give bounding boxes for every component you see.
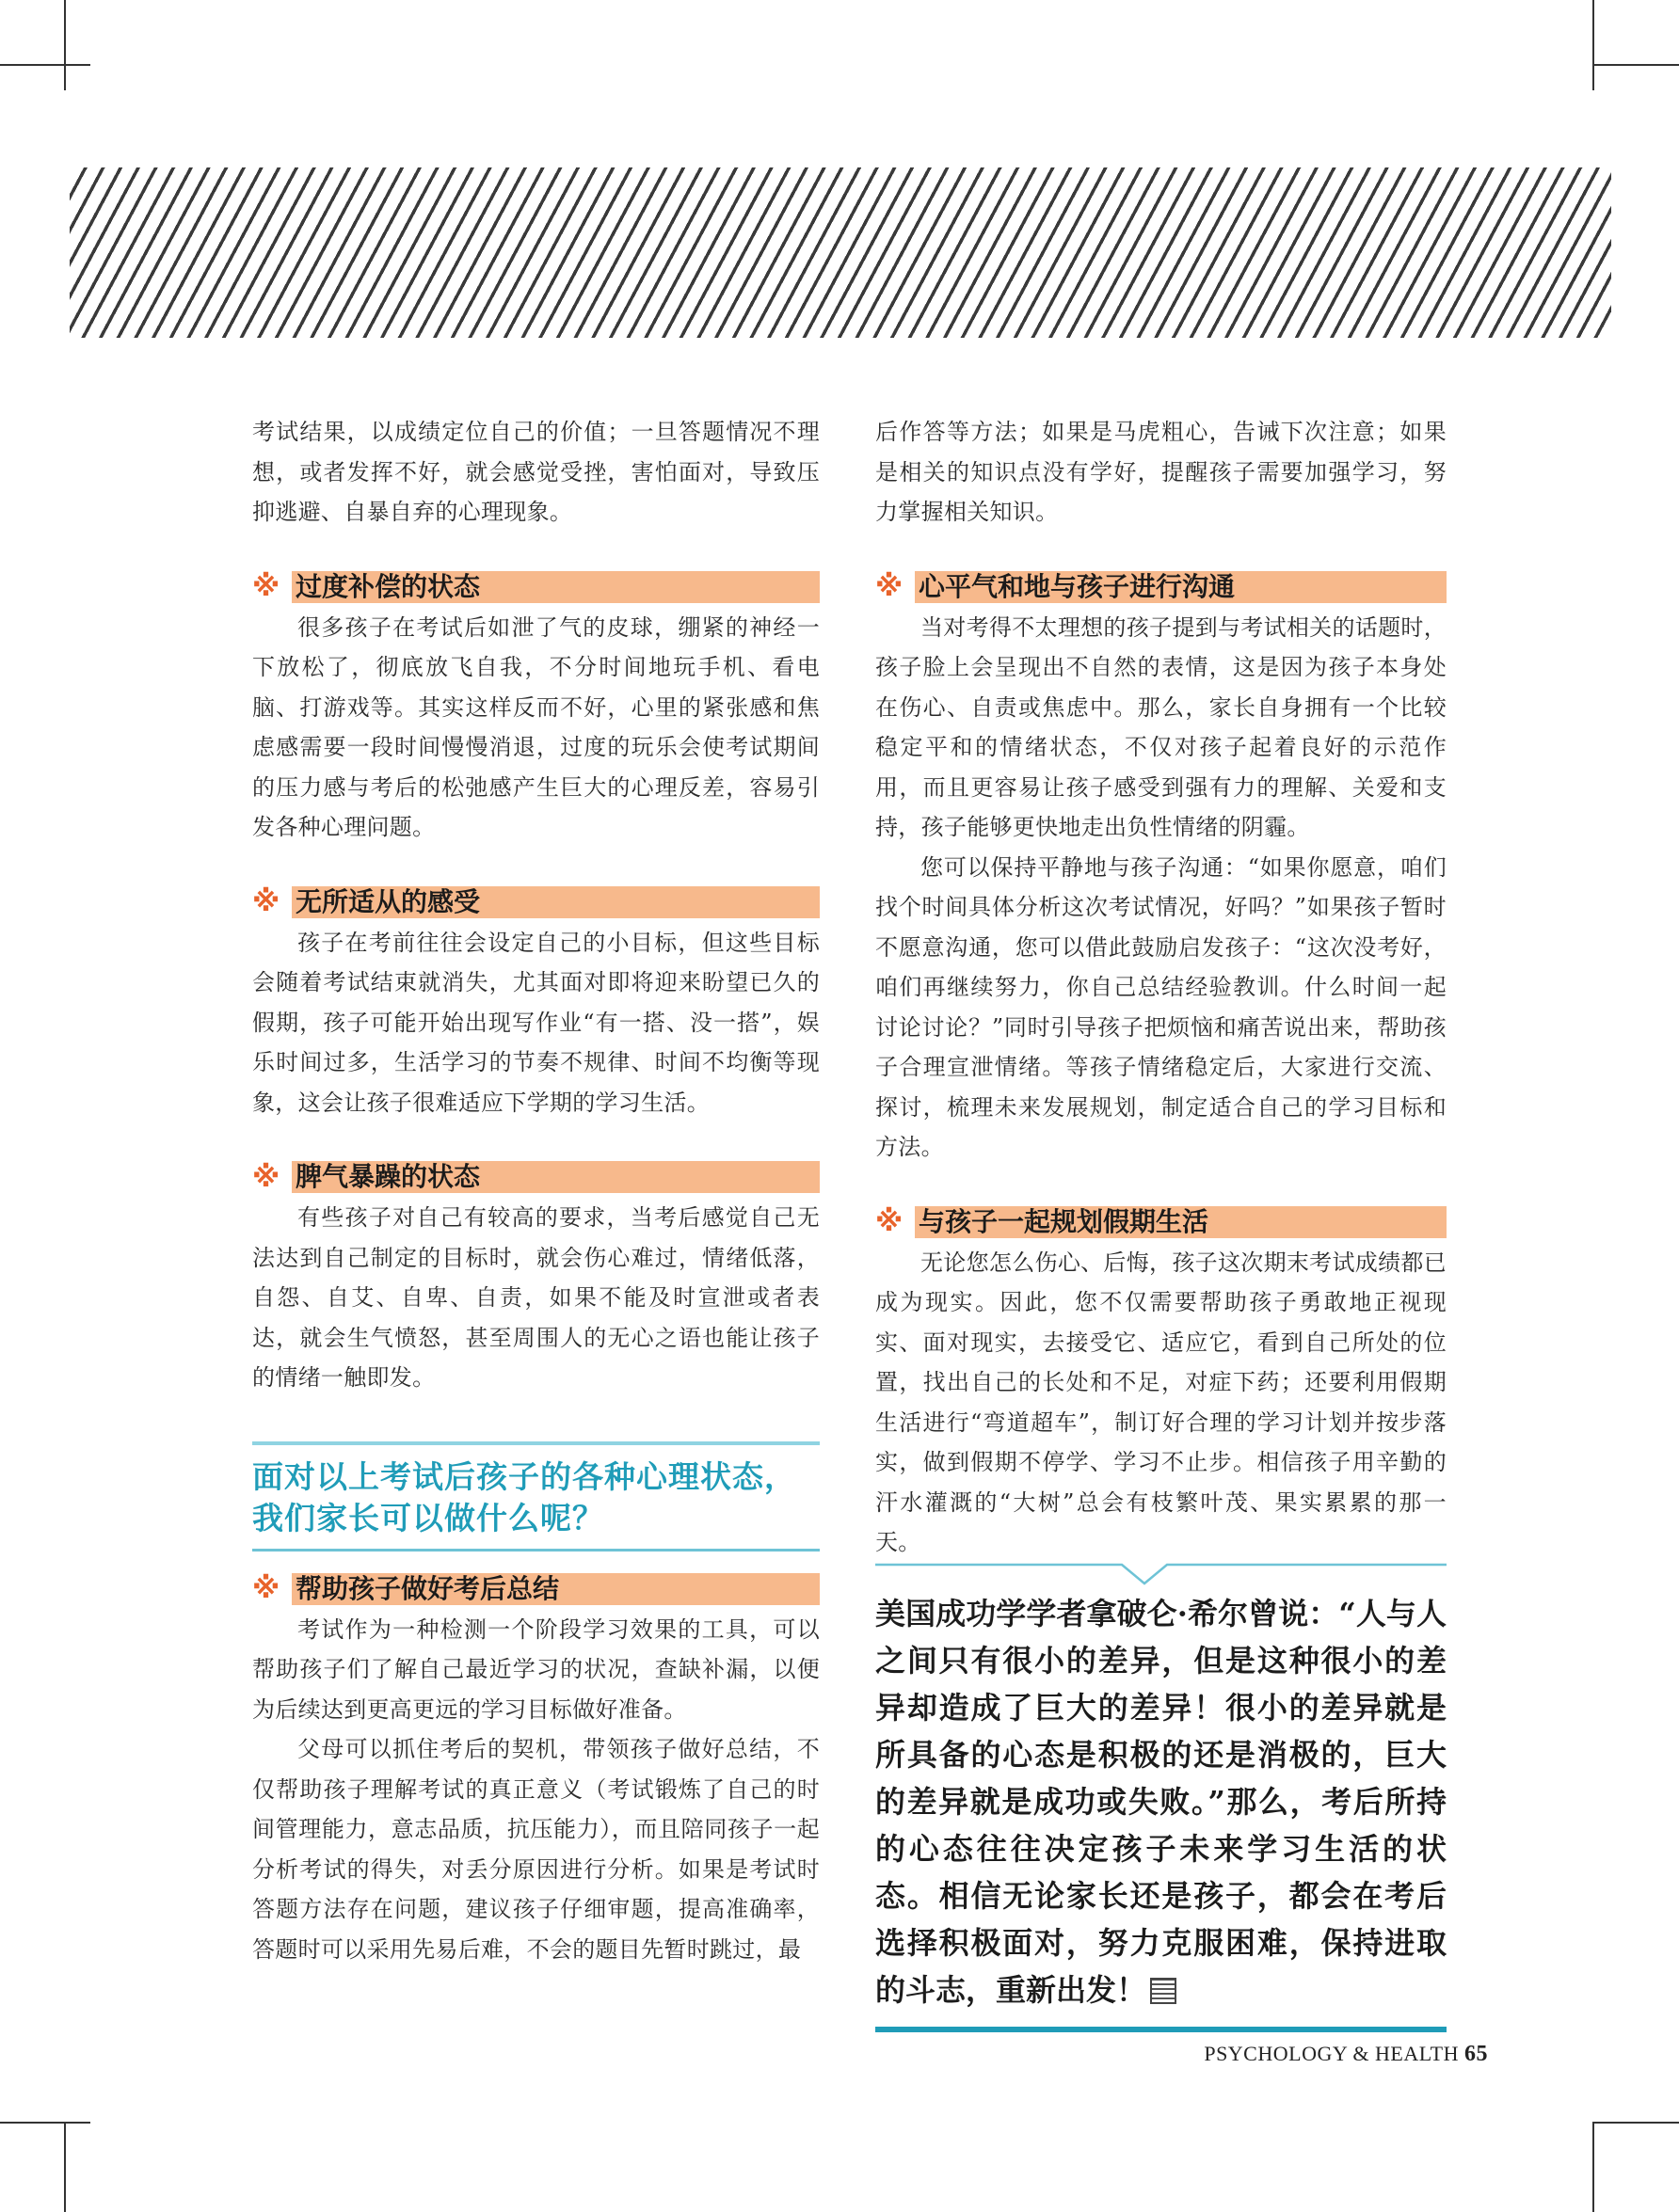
question-heading: 面对以上考试后孩子的各种心理状态，我们家长可以做什么呢？ [252,1457,796,1536]
right-intro-paragraph: 后作答等方法；如果是马虎粗心，告诫下次注意；如果是相关的知识点没有学好，提醒孩子需要加强学习，努力掌握相关知识。 [875,419,1447,525]
section-heading [875,1205,1447,1239]
section-heading [875,570,1447,604]
divider [252,1441,820,1445]
section-heading [252,1160,820,1194]
paragraph: 当对考得不太理想的孩子提到与考试相关的话题时，孩子脸上会呈现出不自然的表情，这是因为孩子本身处在伤心、自责或焦虑中。那么，家长自身拥有一个比较稳定平和的情绪状态，不仅对孩子起着良好的示范作用，而且更容易让孩子感受到强有力的理解、关爱和支持，孩子能够更快地走出负性情绪的阴霾。 [875,613,1447,840]
left-intro-paragraph: 考试结果，以成绩定位自己的价值；一旦答题情况不理想，或者发挥不好，就会感觉受挫，害怕面对，导致压抑逃避、自暴自弃的心理现象。 [252,419,820,525]
crop-mark [1592,64,1679,66]
callout-quote: 美国成功学学者拿破仑·希尔曾说：“人与人之间只有很小的差异，但是这种很小的差异却造成了巨大的差异！很小的差异就是所具备的心态是积极的还是消极的，巨大的差异就是成功或失败。”那么，考后所持的心态往往决定孩子未来学习生活的状态。相信无论家长还是孩子，都会在考后选择积极面对，努力克服困难，保持进取的斗志，重新出发！ [875,1596,1447,2008]
end-seal-icon [1150,1978,1176,2004]
page-footer [1204,2042,1488,2067]
crop-mark [0,64,90,66]
section-heading-text: 与孩子一起规划假期生活 [915,1206,1447,1238]
callout-notch-line [875,1562,1447,1586]
callout-text [875,1590,1447,2013]
section-heading [252,885,820,919]
section-heading-text: 过度补偿的状态 [292,571,820,603]
reference-mark-icon: ※ [875,570,903,603]
paragraph: 无论您怎么伤心、后悔，孩子这次期末考试成绩都已成为现实。因此，您不仅需要帮助孩子勇敢地正视现实、面对现实，去接受它、适应它，看到自己所处的位置，找出自己的长处和不足，对症下药；还要利用假期生活进行“弯道超车”，制订好合理的学习计划并按步落实，做到假期不停学、学习不止步。相信孩子用辛勤的汗水灌溉的“大树”总会有枝繁叶茂、果实累累的那一天。 [875,1249,1447,1555]
callout-top-border [875,1562,1447,1586]
crop-mark [64,0,66,90]
paragraph: 父母可以抓住考后的契机，带领孩子做好总结，不仅帮助孩子理解考试的真正意义（考试锻炼了自己的时间管理能力，意志品质，抗压能力），而且陪同孩子一起分析考试的得失，对丢分原因进行分析。如果是考试时答题方法存在问题，建议孩子仔细审题，提高准确率，答题时可以采用先易后难，不会的题目先暂时跳过，最 [252,1736,820,1963]
crop-mark [1592,2122,1679,2124]
section-heading-text: 脾气暴躁的状态 [292,1161,820,1193]
paragraph: 很多孩子在考试后如泄了气的皮球，绷紧的神经一下放松了，彻底放飞自我，不分时间地玩手机、看电脑、打游戏等。其实这样反而不好，心里的紧张感和焦虑感需要一段时间慢慢消退，过度的玩乐会使考试期间的压力感与考后的松弛感产生巨大的心理反差，容易引发各种心理问题。 [252,613,820,840]
section-heading-text: 无所适从的感受 [292,886,820,918]
decorative-hatch-band [70,167,1611,338]
paragraph: 您可以保持平静地与孩子沟通：“如果你愿意，咱们找个时间具体分析这次考试情况，好吗？”如果孩子暂时不愿意沟通，您可以借此鼓励启发孩子：“这次没考好，咱们再继续努力，你自己总结经验教训。什么时间一起讨论讨论？”同时引导孩子把烦恼和痛苦说出来，帮助孩子合理宣泄情绪。等孩子情绪稳定后，大家进行交流、探讨，梳理未来发展规划，制定适合自己的学习目标和方法。 [875,853,1447,1160]
right-column [875,412,1447,1563]
reference-mark-icon: ※ [252,1572,280,1605]
left-column [252,412,820,1969]
section-heading [252,570,820,604]
reference-mark-icon: ※ [252,885,280,918]
reference-mark-icon: ※ [252,1160,280,1194]
section-heading-text: 帮助孩子做好考后总结 [292,1573,820,1605]
paragraph: 考试作为一种检测一个阶段学习效果的工具，可以帮助孩子们了解自己最近学习的状况，查缺补漏，以便为后续达到更高更远的学习目标做好准备。 [252,1615,820,1723]
magazine-name: PSYCHOLOGY & HEALTH [1204,2042,1459,2065]
question-heading-block [252,1441,820,1552]
callout-bottom-rule [875,2027,1447,2032]
crop-mark [1592,2122,1594,2212]
crop-mark [64,2122,66,2212]
section-heading-text: 心平气和地与孩子进行沟通 [915,571,1447,603]
quote-callout [875,1562,1447,2032]
section-heading [252,1572,820,1606]
reference-mark-icon: ※ [252,570,280,603]
divider [252,1549,820,1552]
reference-mark-icon: ※ [875,1205,903,1238]
paragraph: 有些孩子对自己有较高的要求，当考后感觉自己无法达到自己制定的目标时，就会伤心难过，情绪低落，自怨、自艾、自卑、自责，如果不能及时宣泄或者表达，就会生气愤怒，甚至周围人的无心之语也能让孩子的情绪一触即发。 [252,1204,820,1391]
crop-mark [0,2122,90,2124]
page-number: 65 [1464,2042,1488,2066]
paragraph: 孩子在考前往往会设定自己的小目标，但这些目标会随着考试结束就消失，尤其面对即将迎来盼望已久的假期，孩子可能开始出现写作业“有一搭、没一搭”，娱乐时间过多，生活学习的节奏不规律、时间不均衡等现象，这会让孩子很难适应下学期的学习生活。 [252,929,820,1116]
crop-mark [1592,0,1594,90]
